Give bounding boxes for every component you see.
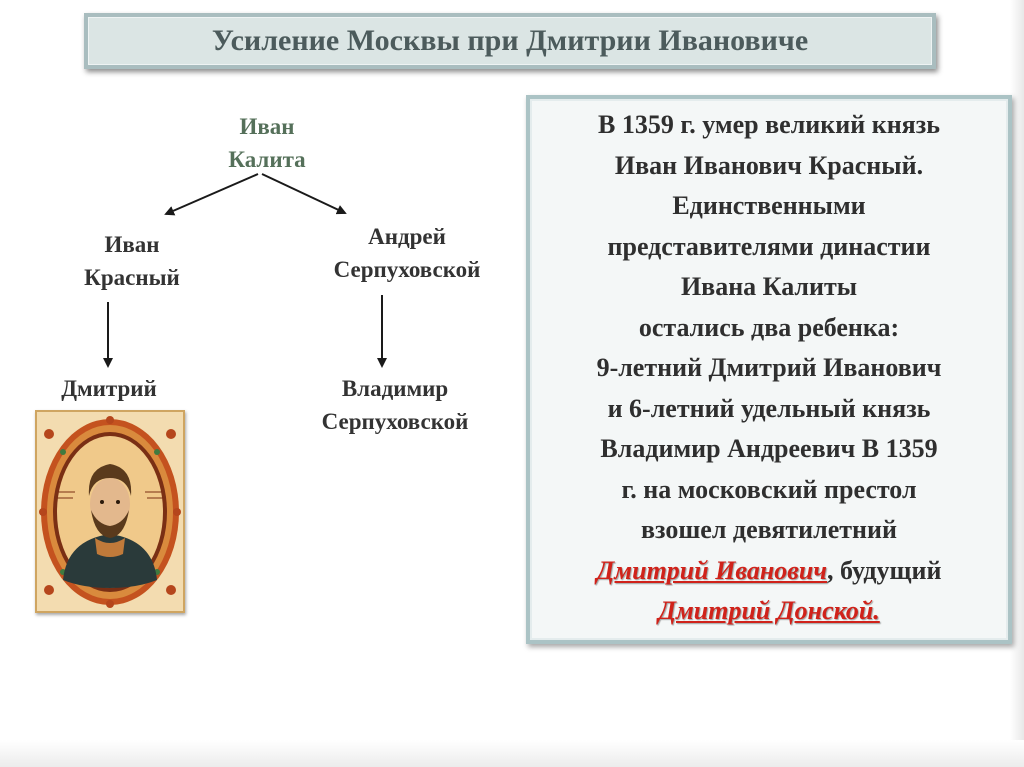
- info-line: [536, 551, 1002, 592]
- info-line: Иван Иванович Красный.: [614, 150, 924, 180]
- tree-node-dmitry: Дмитрий: [61, 376, 157, 401]
- arrow-to-andrey: [262, 174, 345, 213]
- info-line: взошел девятилетний: [641, 515, 897, 544]
- tree-node-vladimir-serpukhovskoy: Владимир Серпуховской: [321, 376, 469, 434]
- slide-edge-shadow: [0, 740, 1024, 767]
- tree-node-ivan-krasny: Иван Красный: [84, 232, 180, 290]
- info-line: Ивана Калиты: [680, 272, 858, 301]
- info-line: Владимир Андреевич В 1359: [600, 434, 938, 463]
- info-line: Единственными: [672, 191, 866, 220]
- tree-node-andrey-serpukhovskoy: Андрей Серпуховской: [333, 224, 481, 282]
- info-line: В 1359 г. умер великий князь: [598, 110, 940, 139]
- info-line: остались два ребенка:: [638, 312, 900, 342]
- info-line: представителями династии: [607, 231, 931, 261]
- info-line: и 6-летний удельный князь: [607, 393, 931, 423]
- portrait-dmitry-image: [35, 410, 185, 613]
- info-line: г. на московский престол: [621, 474, 917, 504]
- tree-node-ivan-kalita: Иван Калита: [228, 114, 306, 172]
- highlight-dmitry-ivanovich: Дмитрий Иванович: [596, 555, 828, 585]
- highlight-dmitry-donskoy: Дмитрий Донской.: [658, 596, 880, 625]
- arrow-to-ivan-krasny: [166, 174, 258, 214]
- info-line: [536, 591, 1002, 632]
- family-tree: [0, 0, 520, 740]
- portrait-illustration: [37, 412, 183, 611]
- slide-edge-shadow: [1010, 0, 1024, 767]
- slide-title: Усиление Москвы при Дмитрии Ивановиче: [211, 24, 809, 57]
- info-line-rest: , будущий: [827, 555, 942, 585]
- info-line: 9-летний Дмитрий Иванович: [596, 353, 942, 382]
- info-text-box: [526, 95, 1012, 644]
